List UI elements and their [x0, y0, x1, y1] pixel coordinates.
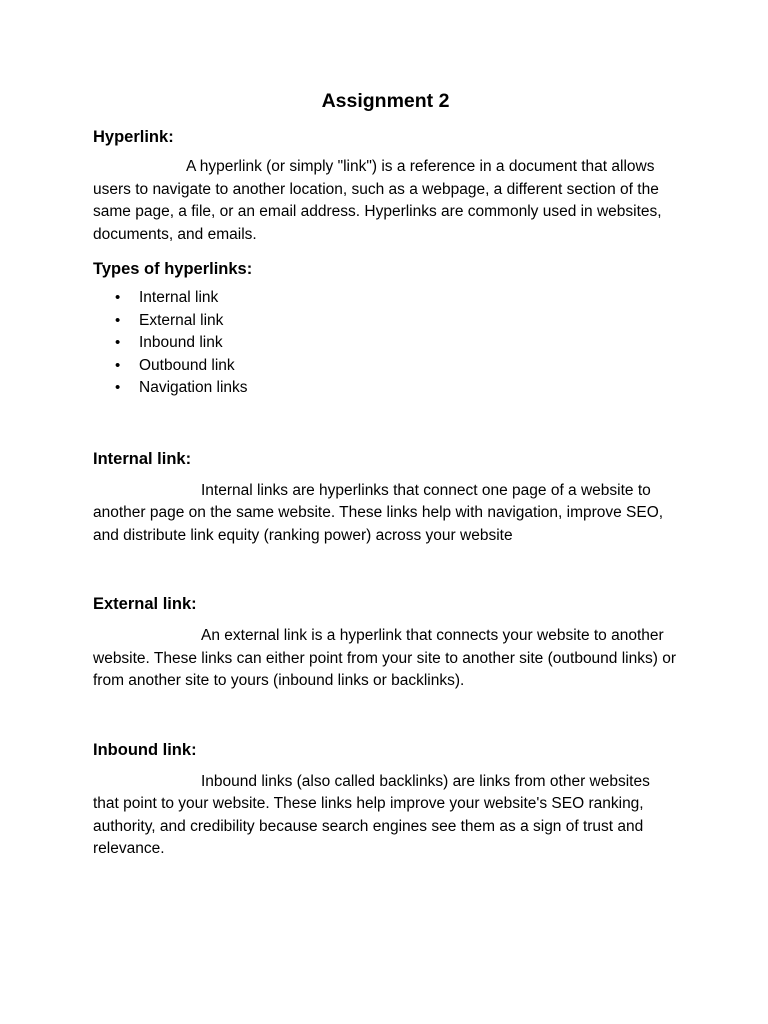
- list-item-label: Navigation links: [139, 379, 248, 397]
- list-item: [93, 287, 678, 310]
- section-heading-internal: Internal link:: [93, 449, 192, 468]
- section-heading-inbound: Inbound link:: [93, 740, 197, 759]
- paragraph-hyperlink: A hyperlink (or simply "link") is a reference in a document that allows users to navigate to another location, such as a webpage, a different section of the same page, a file, or an email address. Hyperlinks are commonly used in websites, documents, and emails.: [93, 158, 662, 243]
- paragraph-internal: Internal links are hyperlinks that connect one page of a website to another page on the same website. These links help with navigation, improve SEO, and distribute link equity (ranking power) across your website: [93, 481, 664, 544]
- bullet-icon: •: [115, 311, 121, 329]
- bullet-icon: •: [115, 356, 121, 374]
- list-item: [93, 355, 678, 378]
- section-heading-external: External link:: [93, 595, 197, 614]
- bullet-icon: •: [115, 334, 121, 352]
- document-title: Assignment 2: [321, 90, 450, 112]
- section-heading-hyperlink: Hyperlink:: [93, 128, 174, 146]
- list-item-label: External link: [139, 311, 224, 329]
- bullet-icon: •: [115, 289, 121, 306]
- list-item: [93, 310, 678, 333]
- types-list: [93, 287, 678, 400]
- list-item-label: Outbound link: [139, 356, 235, 374]
- list-item-label: Inbound link: [139, 334, 223, 352]
- section-heading-types: Types of hyperlinks:: [93, 260, 253, 278]
- bullet-icon: •: [115, 379, 121, 397]
- list-item: [93, 377, 678, 400]
- document-body: [93, 88, 678, 861]
- list-item: [93, 332, 678, 355]
- paragraph-inbound: Inbound links (also called backlinks) are links from other websites that point to your website. These links help improve your website's SEO ranking, authority, and credibility because search engines see them as a sign of trust and relevance.: [93, 772, 650, 858]
- list-item-label: Internal link: [139, 289, 219, 306]
- paragraph-external: An external link is a hyperlink that connects your website to another website. These links can either point from your site to another site (outbound links) or from another site to yours (inbound links or backlinks).: [93, 627, 676, 690]
